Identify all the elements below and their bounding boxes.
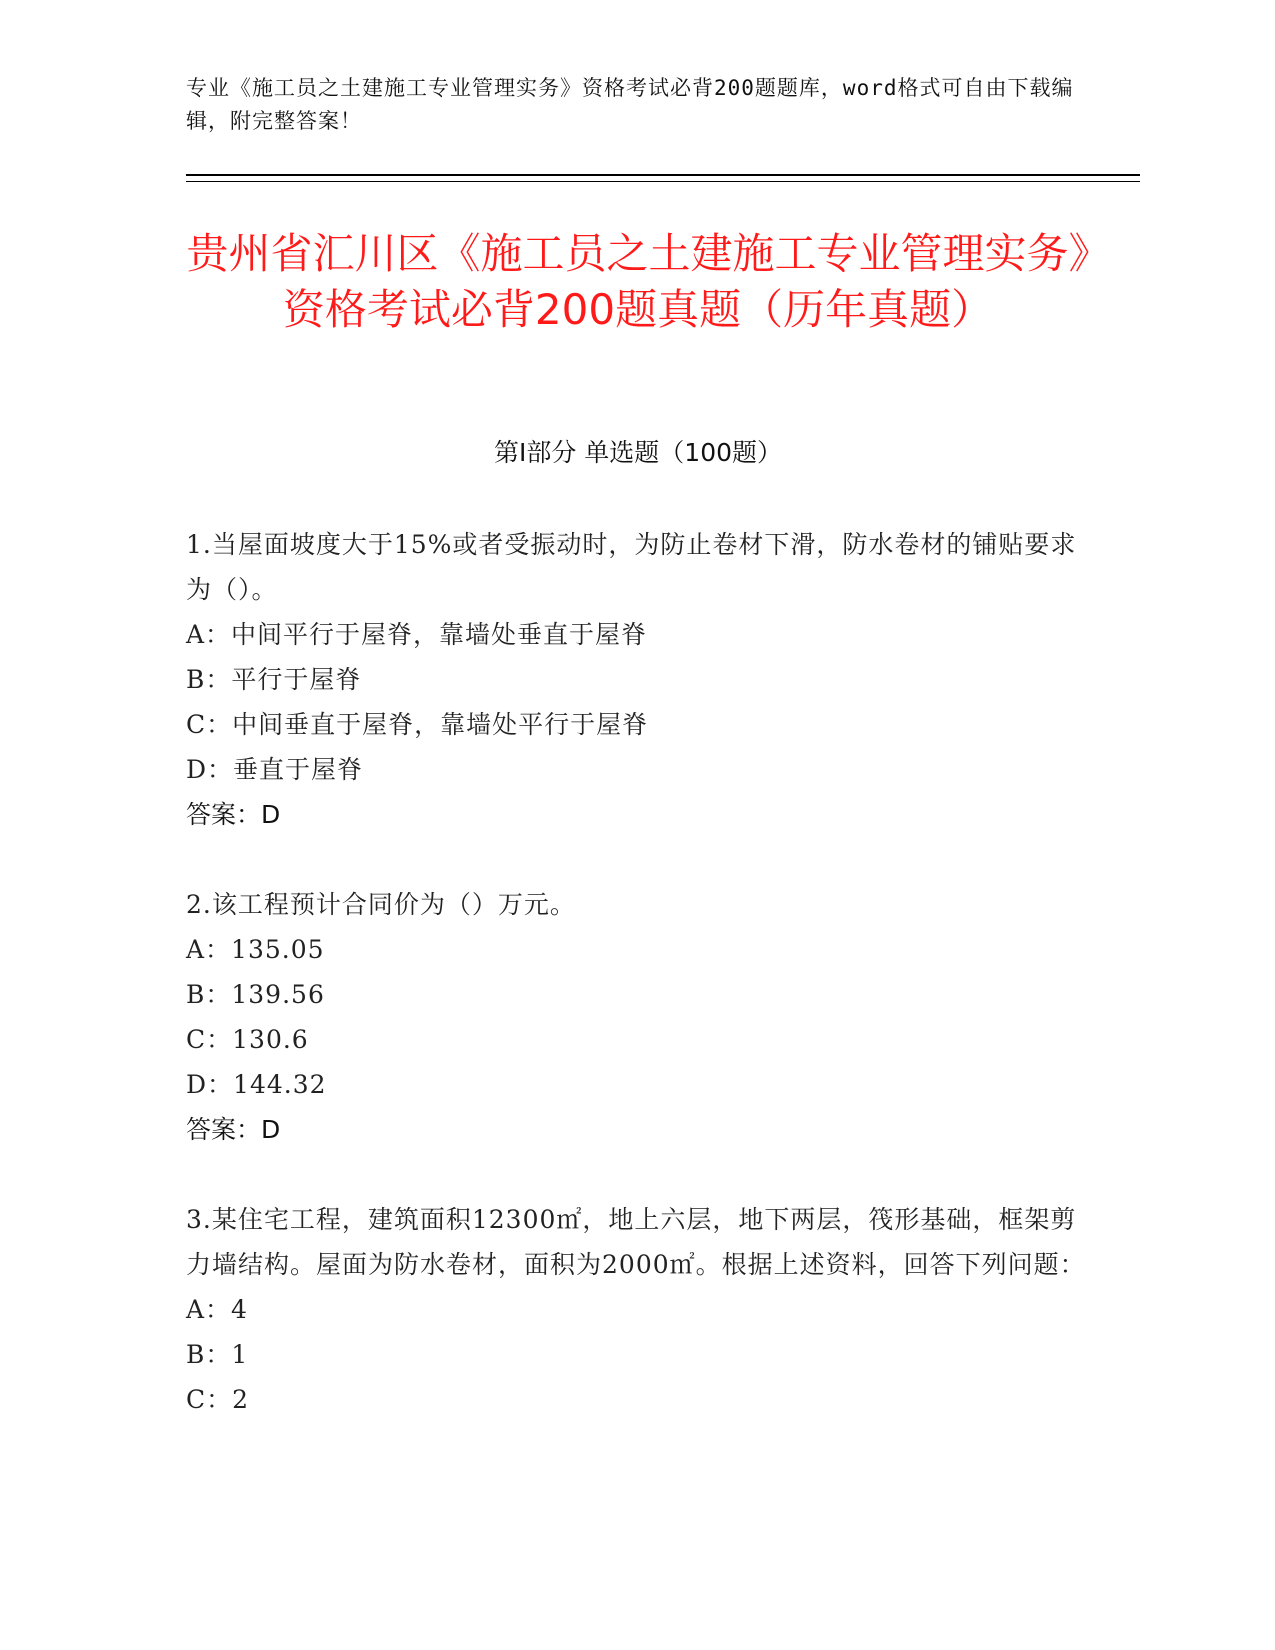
question-3 bbox=[186, 1197, 1090, 1422]
option-b: B：平行于屋脊 bbox=[186, 665, 362, 694]
option-b: B：1 bbox=[186, 1340, 249, 1369]
document-title: 贵州省汇川区《施工员之土建施工专业管理实务》资格考试必背200题真题（历年真题） bbox=[186, 229, 1090, 334]
answer-line: 答案：D bbox=[186, 800, 281, 829]
header-note: 专业《施工员之土建施工专业管理实务》资格考试必背200题题库，word格式可自由下载编辑，附完整答案！ bbox=[186, 76, 1074, 133]
option-d: D：垂直于屋脊 bbox=[186, 755, 364, 784]
question-stem: 2.该工程预计合同价为（）万元。 bbox=[186, 890, 576, 919]
option-c: C：中间垂直于屋脊，靠墙处平行于屋脊 bbox=[186, 710, 649, 739]
question-stem: 3.某住宅工程，建筑面积12300㎡，地上六层，地下两层，筏形基础，框架剪力墙结构。屋面为防水卷材，面积为2000㎡。根据上述资料，回答下列问题： bbox=[186, 1205, 1086, 1279]
question-2 bbox=[186, 882, 1090, 1152]
question-stem: 1.当屋面坡度大于15%或者受振动时，为防止卷材下滑，防水卷材的铺贴要求为（）。 bbox=[186, 530, 1077, 604]
option-a: A：135.05 bbox=[186, 935, 325, 964]
question-list bbox=[186, 522, 1090, 1422]
option-d: D：144.32 bbox=[186, 1070, 327, 1099]
option-a: A：4 bbox=[186, 1295, 248, 1324]
answer-line: 答案：D bbox=[186, 1115, 281, 1144]
option-c: C：130.6 bbox=[186, 1025, 309, 1054]
header-rule-thick bbox=[186, 174, 1140, 176]
option-a: A：中间平行于屋脊，靠墙处垂直于屋脊 bbox=[186, 620, 648, 649]
question-1 bbox=[186, 522, 1090, 837]
section-heading: 第Ⅰ部分 单选题（100题） bbox=[493, 438, 783, 467]
header-rule-thin bbox=[186, 181, 1140, 182]
option-b: B：139.56 bbox=[186, 980, 325, 1009]
option-c: C：2 bbox=[186, 1385, 250, 1414]
